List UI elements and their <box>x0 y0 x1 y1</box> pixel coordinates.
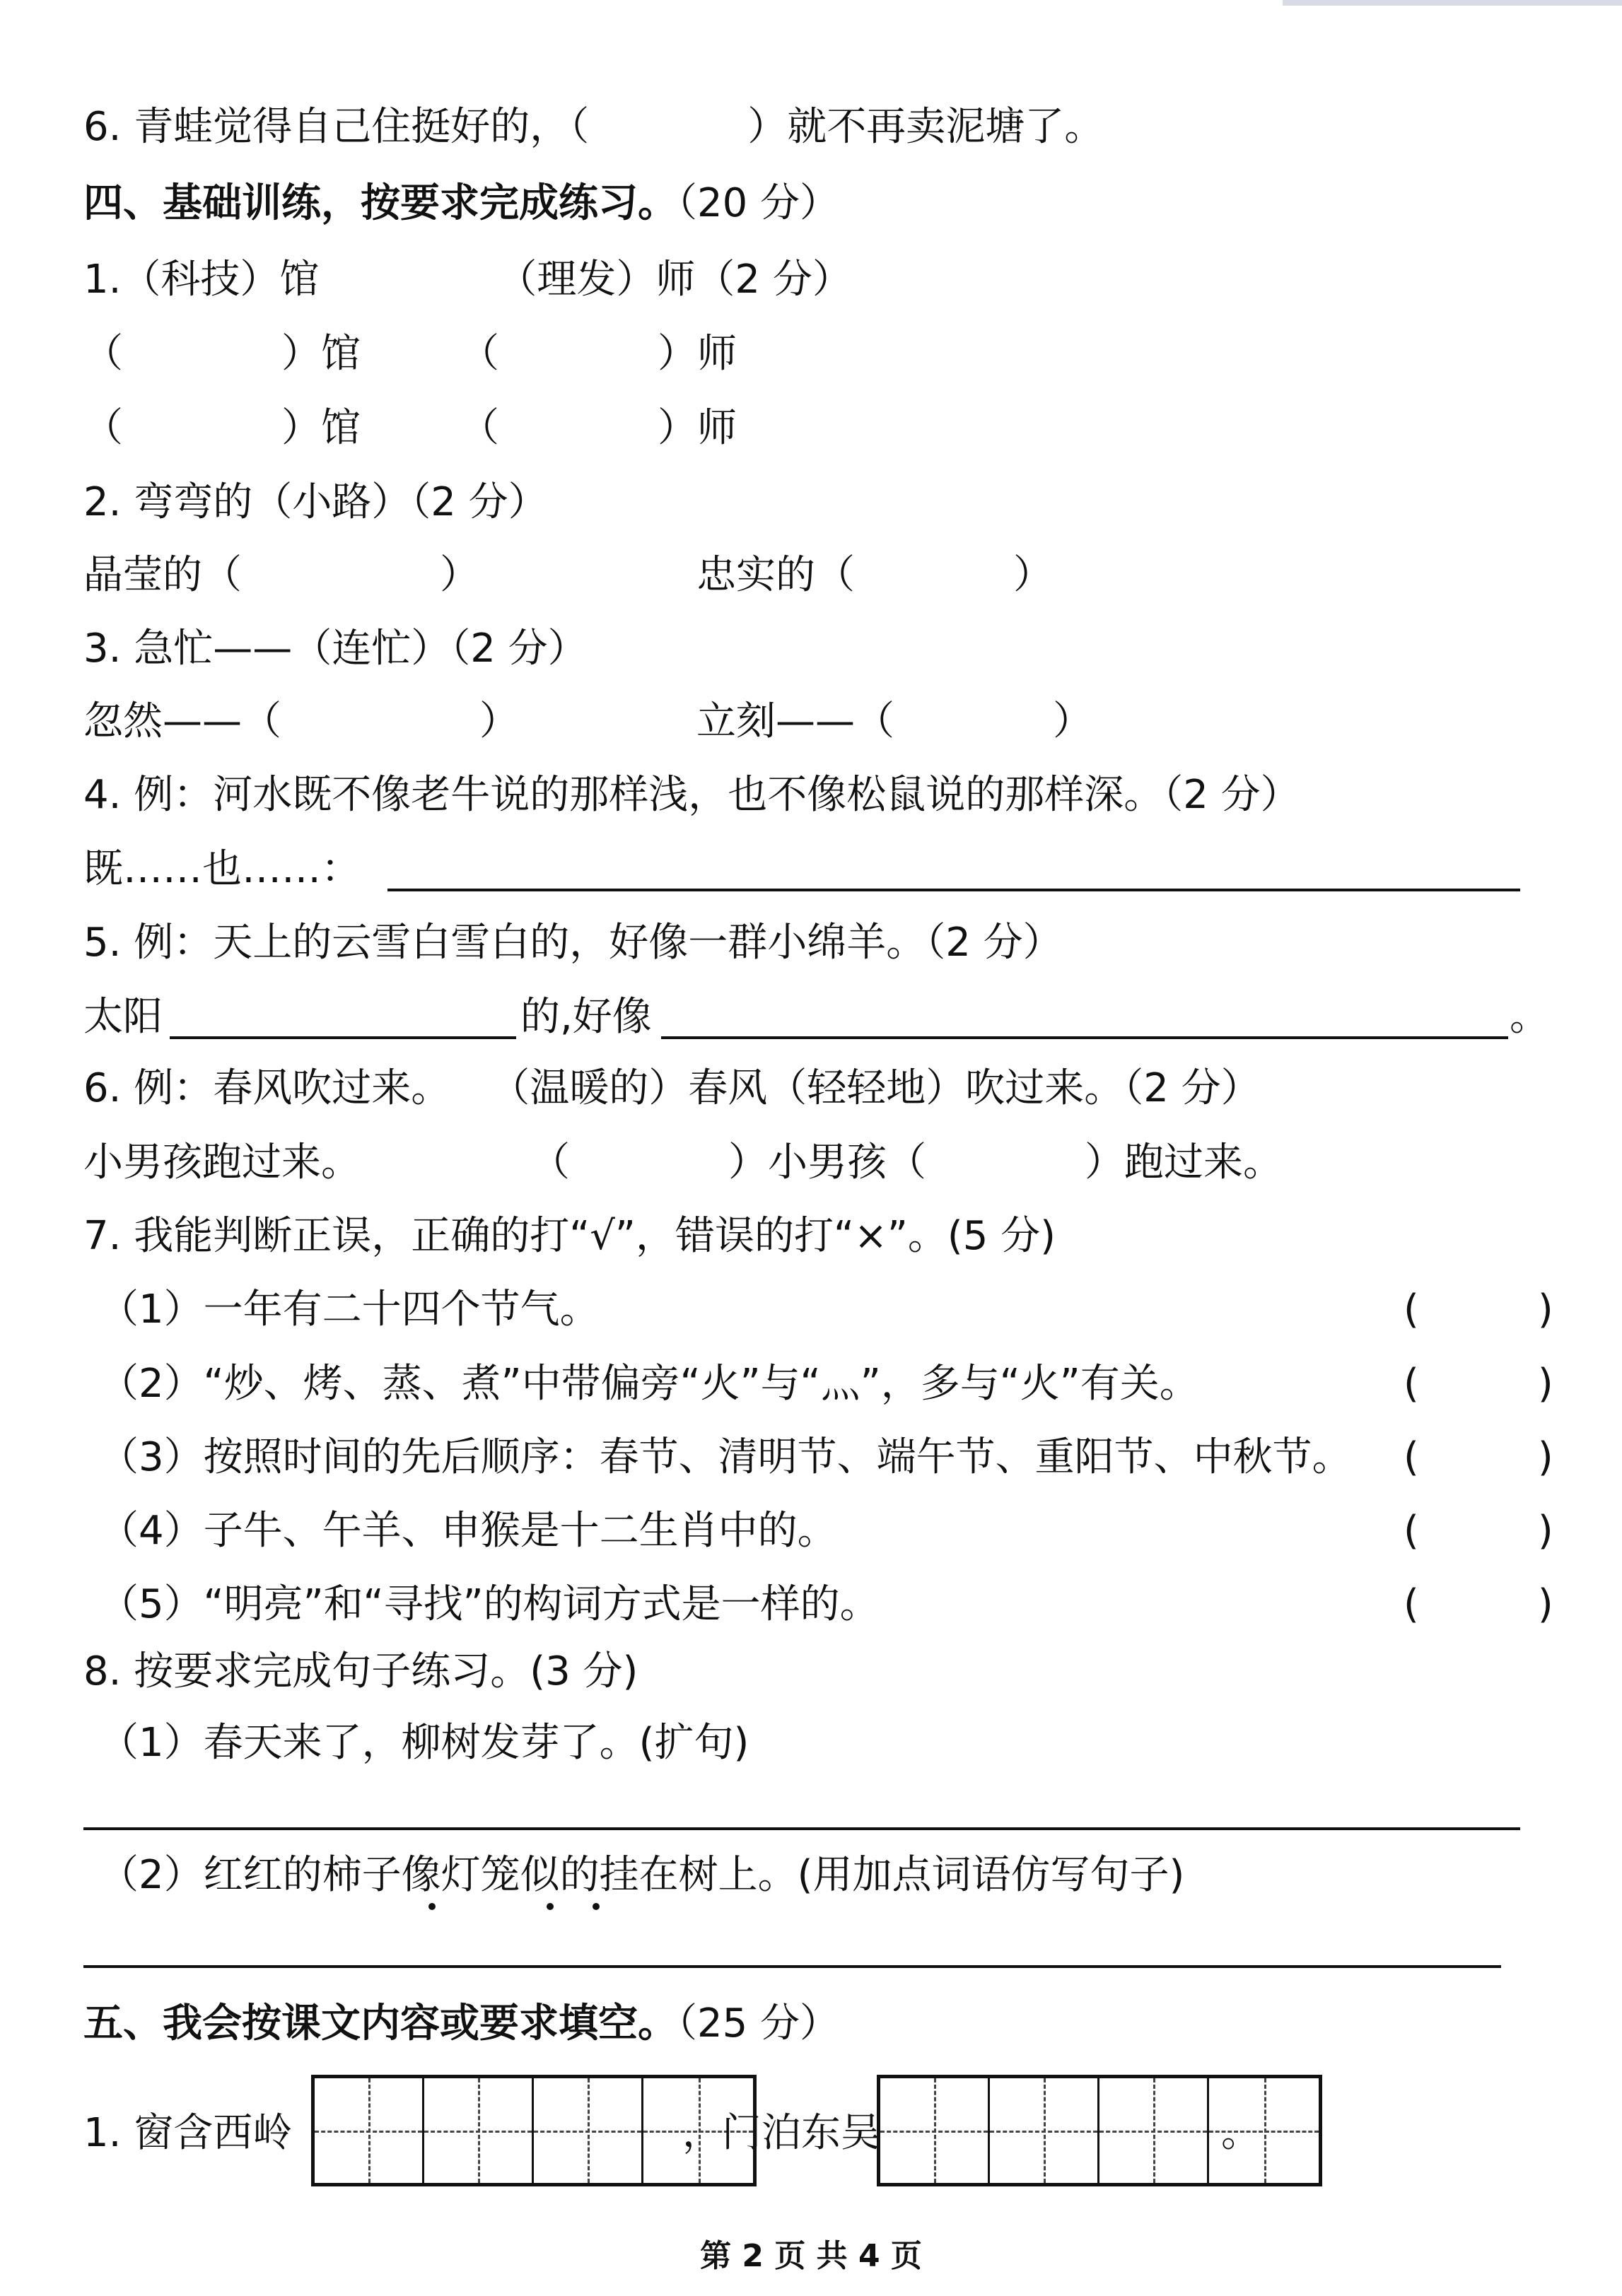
judge-item-3: （3）按照时间的先后顺序：春节、清明节、端午节、重阳节、中秋节。 <box>99 1434 1352 1480</box>
question-4-2-answer-right[interactable]: 忠实的（ ） <box>696 552 1053 598</box>
grid-cell[interactable] <box>424 2078 534 2183</box>
grid-cell[interactable] <box>1099 2078 1209 2183</box>
section-5-heading <box>83 2001 840 2046</box>
question-4-6-sentence: 小男孩跑过来。 <box>83 1140 361 1185</box>
grid-cell[interactable] <box>880 2078 990 2183</box>
emphasis-dot <box>428 1903 436 1910</box>
judge-bracket-1[interactable]: ( ) <box>1404 1287 1553 1332</box>
page-footer: 第 2 页 共 4 页 <box>700 2238 922 2274</box>
judge-item-1: （1）一年有二十四个节气。 <box>99 1287 600 1332</box>
question-4-3-answer-right[interactable]: 立刻——（ ） <box>696 698 1092 744</box>
question-3-6: 6. 青蛙觉得自己住挺好的，（ ）就不再卖泥塘了。 <box>83 104 1104 150</box>
question-4-5-blank-2[interactable] <box>661 1036 1508 1039</box>
grid-cell[interactable] <box>990 2078 1099 2183</box>
question-4-3: 3. 急忙——（连忙）（2 分） <box>83 626 588 672</box>
section-4-score: （20 分） <box>677 180 840 226</box>
question-4-1: 1.（科技）馆 （理发）师（2 分） <box>83 257 852 303</box>
grid-cell[interactable] <box>534 2078 643 2183</box>
question-4-5-label-sun: 太阳 <box>83 994 163 1040</box>
question-4-4-answer-line[interactable] <box>387 889 1520 891</box>
question-4-4-prompt: 既……也……： <box>83 846 361 892</box>
section-5-title: 五、我会按课文内容或要求填空。 <box>83 2001 677 2046</box>
judge-bracket-5[interactable]: ( ) <box>1404 1581 1553 1627</box>
emphasis-dot <box>593 1903 600 1910</box>
question-4-8-2: （2）红红的柿子像灯笼似的挂在树上。(用加点词语仿写句子) <box>99 1852 1185 1898</box>
question-4-5: 5. 例：天上的云雪白雪白的，好像一群小绵羊。（2 分） <box>83 920 1063 966</box>
question-4-5-period: 。 <box>1510 994 1549 1040</box>
emphasis-dot <box>547 1903 554 1910</box>
question-4-8: 8. 按要求完成句子练习。(3 分) <box>83 1648 638 1694</box>
judge-item-4: （4）子牛、午羊、申猴是十二生肖中的。 <box>99 1508 837 1554</box>
question-4-6: 6. 例：春风吹过来。 （温暖的）春风（轻轻地）吹过来。（2 分） <box>83 1065 1261 1111</box>
section-4-title: 四、基础训练，按要求完成练习。 <box>83 180 677 226</box>
question-5-1-part-1: 1. 窗含西岭 <box>83 2110 293 2156</box>
top-edge-bar <box>1283 0 1622 6</box>
judge-item-5: （5）“明亮”和“寻找”的构词方式是一样的。 <box>99 1581 880 1627</box>
question-4-4: 4. 例：河水既不像老牛说的那样浅，也不像松鼠说的那样深。（2 分） <box>83 772 1300 818</box>
judge-bracket-4[interactable]: ( ) <box>1404 1508 1553 1554</box>
question-4-5-blank-1[interactable] <box>170 1036 516 1039</box>
question-4-1-answer-row-1[interactable]: （ ）馆 （ ）师 <box>83 331 737 377</box>
question-4-3-answer-left[interactable]: 忽然——（ ） <box>83 698 519 744</box>
judge-item-2: （2）“炒、烤、蒸、煮”中带偏旁“火”与“灬”，多与“火”有关。 <box>99 1361 1199 1407</box>
question-4-8-2-answer-line[interactable] <box>83 1965 1501 1968</box>
question-5-1-period: 。 <box>1221 2110 1261 2156</box>
question-4-1-answer-row-2[interactable]: （ ）馆 （ ）师 <box>83 405 737 451</box>
question-4-8-1-answer-line[interactable] <box>83 1827 1520 1830</box>
judge-bracket-3[interactable]: ( ) <box>1404 1434 1553 1480</box>
question-5-1-part-2: ，门泊东吴 <box>682 2110 880 2156</box>
question-4-5-label-like: 的,好像 <box>520 994 652 1040</box>
question-4-2: 2. 弯弯的（小路）（2 分） <box>83 479 548 525</box>
question-4-6-answer[interactable]: （ ）小男孩（ ）跑过来。 <box>530 1140 1283 1185</box>
judge-bracket-2[interactable]: ( ) <box>1404 1361 1553 1407</box>
question-4-2-answer-left[interactable]: 晶莹的（ ） <box>83 552 479 598</box>
question-4-8-1: （1）春天来了，柳树发芽了。(扩句) <box>99 1720 749 1766</box>
grid-cell[interactable] <box>315 2078 424 2183</box>
section-5-score: （25 分） <box>677 2001 840 2046</box>
section-4-heading <box>83 180 840 226</box>
question-4-7: 7. 我能判断正误，正确的打“√”，错误的打“×”。(5 分) <box>83 1213 1056 1259</box>
